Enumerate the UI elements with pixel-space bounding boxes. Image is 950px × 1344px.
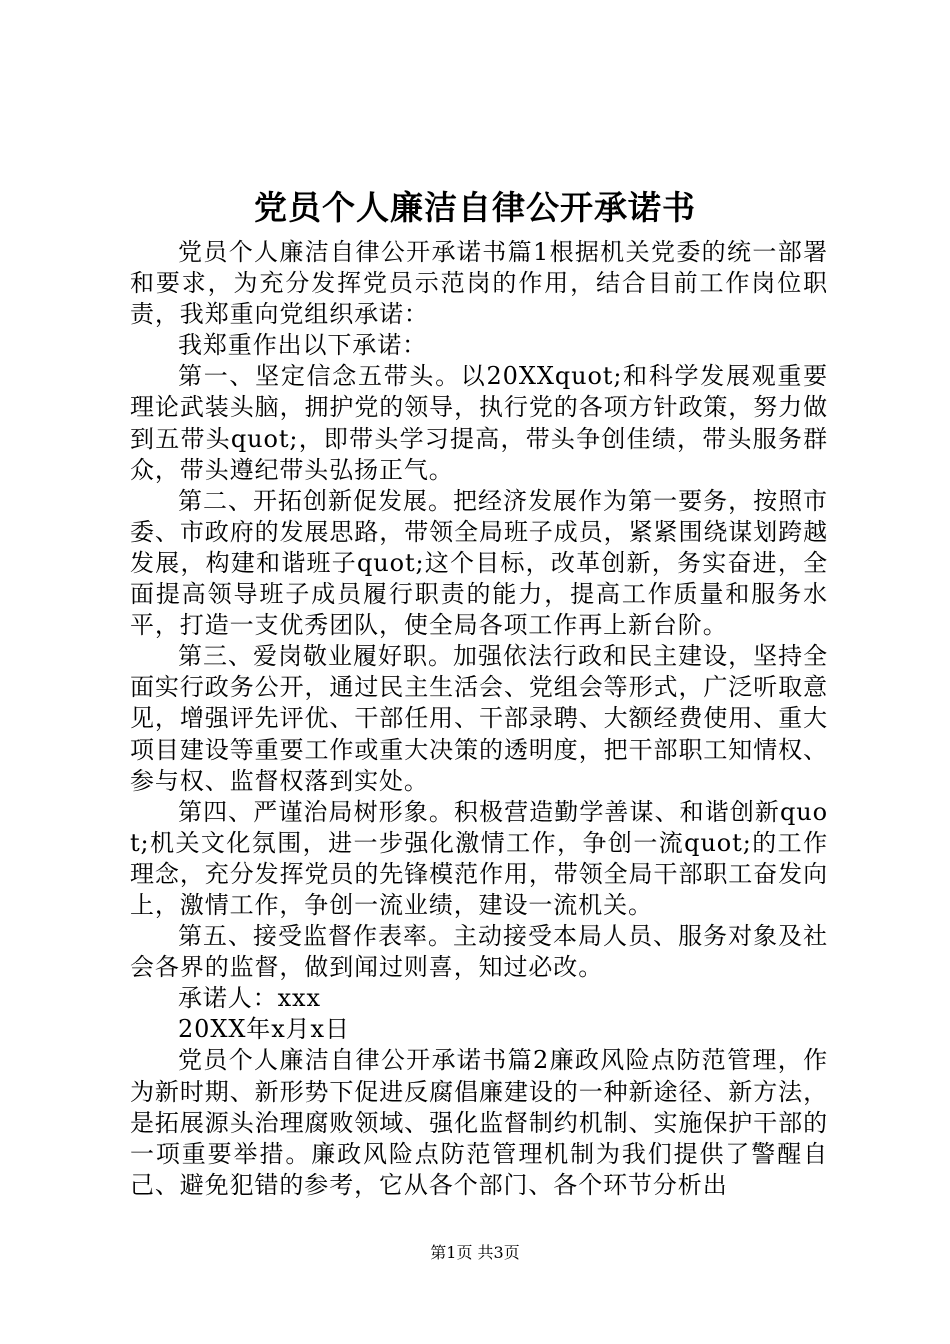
paragraph-pledge-4: 第四、严谨治局树形象。积极营造勤学善谋、和谐创新quot;机关文化氛围，进一步强化激情工作，争创一流quot;的工作理念，充分发挥党员的先锋模范作用，带领全局干部职工奋发向上，激情工作，争创一流业绩，建设一流机关。: [130, 797, 828, 919]
paragraph-section-2: 党员个人廉洁自律公开承诺书篇2廉政风险点防范管理，作为新时期、新形势下促进反腐倡廉建设的一种新途径、新方法，是拓展源头治理腐败领域、强化监督制约机制、实施保护干部的一项重要举措。廉政风险点防范管理机制为我们提供了警醒自己、避免犯错的参考，它从各个部门、各个环节分析出: [130, 1046, 828, 1199]
date-line: 20XX年x月x日: [178, 1015, 350, 1044]
document-title: 党员个人廉洁自律公开承诺书: [254, 188, 696, 227]
paragraph-pledge-3: 第三、爱岗敬业履好职。加强依法行政和民主建设，坚持全面实行政务公开，通过民主生活会、党组会等形式，广泛听取意见，增强评先评优、干部任用、干部录聘、大额经费使用、重大项目建设等重要工作或重大决策的透明度，把干部职工知情权、参与权、监督权落到实处。: [130, 642, 828, 795]
document-body: [130, 237, 828, 1201]
paragraph-pledge-1: 第一、坚定信念五带头。以20XXquot;和科学发展观重要理论武装头脑，拥护党的领导，执行党的各项方针政策，努力做到五带头quot;，即带头学习提高，带头争创佳绩，带头服务群众，带头遵纪带头弘扬正气。: [130, 362, 828, 484]
paragraph-pledge-lead: 我郑重作出以下承诺：: [178, 331, 427, 360]
paragraph-pledge-2: 第二、开拓创新促发展。把经济发展作为第一要务，按照市委、市政府的发展思路，带领全局班子成员，紧紧围绕谋划跨越发展，构建和谐班子quot;这个目标，改革创新，务实奋进，全面提高领导班子成员履行职责的能力，提高工作质量和服务水平，打造一支优秀团队，使全局各项工作再上新台阶。: [130, 486, 828, 640]
page-footer: 第1页 共3页: [430, 1243, 520, 1262]
paragraph-intro: 党员个人廉洁自律公开承诺书篇1根据机关党委的统一部署和要求，为充分发挥党员示范岗的作用，结合目前工作岗位职责，我郑重向党组织承诺：: [130, 238, 828, 329]
paragraph-pledge-5: 第五、接受监督作表率。主动接受本局人员、服务对象及社会各界的监督，做到闻过则喜，知过必改。: [130, 922, 828, 982]
signature-line: 承诺人：xxx: [178, 984, 321, 1013]
